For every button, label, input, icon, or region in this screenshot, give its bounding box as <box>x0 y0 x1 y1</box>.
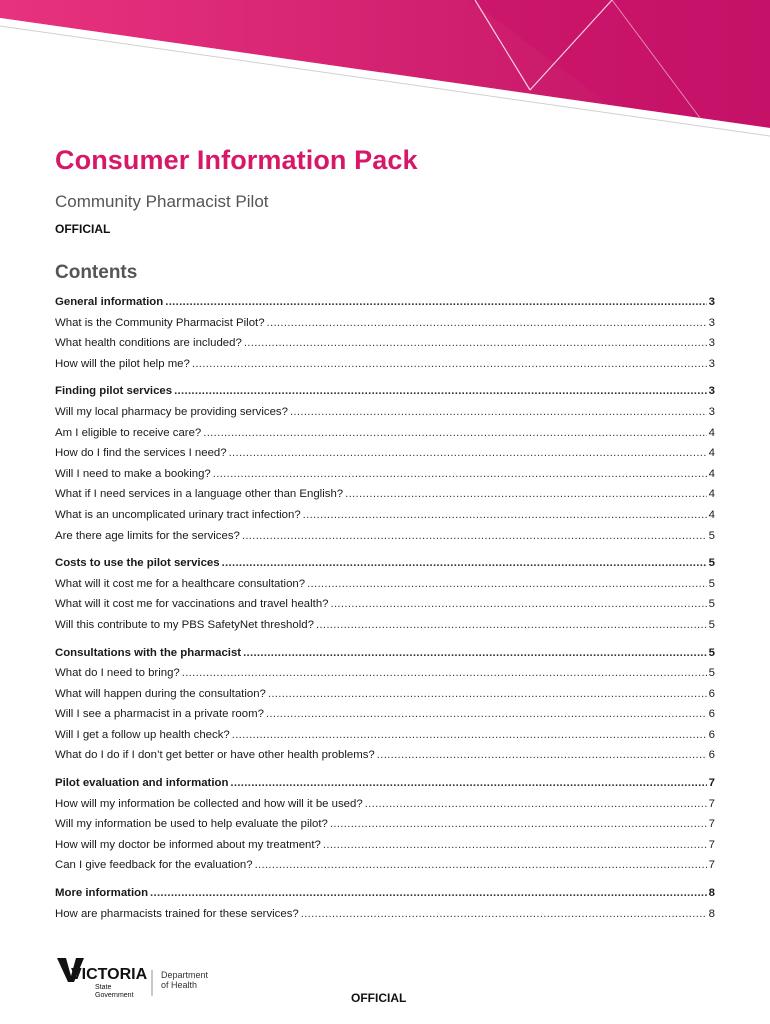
toc-page-number: 7 <box>708 777 715 790</box>
toc-page-number: 6 <box>708 749 715 762</box>
toc-leader-dots <box>345 488 707 500</box>
toc-leader-dots <box>150 887 707 899</box>
toc-entry[interactable] <box>55 839 715 860</box>
toc-entry-label: Consultations with the pharmacist <box>55 646 242 659</box>
toc-entry[interactable] <box>55 447 715 468</box>
toc-page-number: 4 <box>708 488 715 501</box>
toc-page-number: 3 <box>708 385 715 398</box>
toc-section-heading[interactable] <box>55 557 715 578</box>
toc-entry-label: Am I eligible to receive care? <box>55 426 202 439</box>
toc-entry-label: How do I find the services I need? <box>55 447 227 460</box>
page-subtitle: Community Pharmacist Pilot <box>55 192 269 211</box>
toc-entry[interactable] <box>55 468 715 489</box>
toc-page-number: 5 <box>708 557 715 570</box>
logo-dept-line1: Department <box>161 970 209 980</box>
toc-leader-dots <box>203 427 706 439</box>
toc-entry-label: Will my local pharmacy be providing services? <box>55 405 288 418</box>
toc-leader-dots <box>290 406 707 418</box>
toc-leader-dots <box>301 908 707 920</box>
toc-leader-dots <box>213 468 707 480</box>
toc-section <box>55 557 715 639</box>
toc-section-heading[interactable] <box>55 385 715 406</box>
toc-page-number: 8 <box>708 907 715 920</box>
toc-entry-label: Will I get a follow up health check? <box>55 728 230 741</box>
classification-label-top: OFFICIAL <box>55 222 111 236</box>
toc-entry-label: Can I give feedback for the evaluation? <box>55 859 253 872</box>
toc-leader-dots <box>323 839 707 851</box>
logo-state-line2: Government <box>95 992 134 999</box>
toc-entry[interactable] <box>55 488 715 509</box>
toc-entry[interactable] <box>55 818 715 839</box>
toc-page-number: 7 <box>708 838 715 851</box>
toc-entry[interactable] <box>55 530 715 551</box>
toc-entry-label: Will I see a pharmacist in a private room? <box>55 708 264 721</box>
toc-entry-label: What is an uncomplicated urinary tract infection? <box>55 508 301 521</box>
contents-heading: Contents <box>55 262 138 283</box>
toc-entry-label: What if I need services in a language other than English? <box>55 488 344 501</box>
toc-leader-dots <box>230 777 706 789</box>
toc-entry[interactable] <box>55 578 715 599</box>
toc-section <box>55 385 715 550</box>
toc-leader-dots <box>266 708 707 720</box>
toc-page-number: 6 <box>708 708 715 721</box>
toc-entry[interactable] <box>55 798 715 819</box>
toc-page-number: 4 <box>708 447 715 460</box>
toc-page-number: 7 <box>708 859 715 872</box>
toc-entry-label: How are pharmacists trained for these services? <box>55 907 299 920</box>
toc-page-number: 4 <box>708 467 715 480</box>
toc-leader-dots <box>268 688 707 700</box>
toc-leader-dots <box>316 619 707 631</box>
page-title: Consumer Information Pack <box>55 145 418 175</box>
toc-page-number: 3 <box>708 405 715 418</box>
toc-entry-label: Finding pilot services <box>55 385 173 398</box>
toc-entry-label: What health conditions are included? <box>55 337 242 350</box>
toc-entry-label: What will happen during the consultation? <box>55 687 266 700</box>
toc-leader-dots <box>222 557 707 569</box>
toc-leader-dots <box>255 859 707 871</box>
toc-entry[interactable] <box>55 667 715 688</box>
toc-leader-dots <box>243 647 707 659</box>
toc-page-number: 6 <box>708 728 715 741</box>
toc-page-number: 4 <box>708 508 715 521</box>
toc-section <box>55 777 715 880</box>
table-of-contents <box>55 296 715 935</box>
toc-leader-dots <box>330 818 707 830</box>
toc-entry-label: How will my information be collected and how will it be used? <box>55 797 363 810</box>
toc-leader-dots <box>165 296 706 308</box>
toc-leader-dots <box>232 729 707 741</box>
toc-entry-label: Will my information be used to help evaluate the pilot? <box>55 818 328 831</box>
toc-entry-label: What will it cost me for a healthcare consultation? <box>55 577 306 590</box>
toc-leader-dots <box>174 385 707 397</box>
toc-section <box>55 296 715 378</box>
toc-page-number: 3 <box>708 337 715 350</box>
banner-graphic <box>0 0 770 140</box>
toc-entry-label: What will it cost me for vaccinations and travel health? <box>55 598 329 611</box>
toc-section-heading[interactable] <box>55 777 715 798</box>
toc-leader-dots <box>192 358 707 370</box>
toc-entry-label: How will my doctor be informed about my treatment? <box>55 838 321 851</box>
toc-leader-dots <box>182 667 707 679</box>
toc-entry[interactable] <box>55 509 715 530</box>
victoria-government-logo <box>57 956 227 1000</box>
toc-entry-label: How will the pilot help me? <box>55 357 190 370</box>
toc-leader-dots <box>229 447 707 459</box>
toc-page-number: 7 <box>708 818 715 831</box>
toc-leader-dots <box>242 530 707 542</box>
toc-entry[interactable] <box>55 859 715 880</box>
toc-section-heading[interactable] <box>55 647 715 668</box>
toc-entry-label: What is the Community Pharmacist Pilot? <box>55 316 265 329</box>
toc-entry[interactable] <box>55 908 715 929</box>
toc-page-number: 5 <box>708 529 715 542</box>
classification-label-bottom: OFFICIAL <box>351 991 407 1005</box>
toc-entry-label: Will this contribute to my PBS SafetyNet threshold? <box>55 618 314 631</box>
logo-wordmark: VICTORIA <box>71 966 148 983</box>
toc-entry[interactable] <box>55 317 715 338</box>
toc-leader-dots <box>377 749 707 761</box>
toc-page-number: 3 <box>708 316 715 329</box>
toc-leader-dots <box>365 798 707 810</box>
toc-entry[interactable] <box>55 358 715 379</box>
toc-entry-label: Pilot evaluation and information <box>55 777 229 790</box>
toc-section <box>55 887 715 928</box>
toc-page-number: 6 <box>708 687 715 700</box>
toc-entry[interactable] <box>55 406 715 427</box>
toc-entry[interactable] <box>55 598 715 619</box>
toc-page-number: 5 <box>708 646 715 659</box>
toc-page-number: 5 <box>708 667 715 680</box>
toc-entry-label: Are there age limits for the services? <box>55 529 240 542</box>
toc-leader-dots <box>244 337 707 349</box>
toc-page-number: 5 <box>708 577 715 590</box>
toc-section <box>55 647 715 771</box>
toc-section-heading[interactable] <box>55 887 715 908</box>
toc-page-number: 4 <box>708 426 715 439</box>
header-banner <box>0 0 770 140</box>
toc-entry-label: More information <box>55 887 149 900</box>
toc-entry-label: What do I do if I don’t get better or have other health problems? <box>55 749 375 762</box>
toc-entry-label: Will I need to make a booking? <box>55 467 211 480</box>
logo-state-line1: State <box>95 984 112 991</box>
toc-page-number: 3 <box>708 357 715 370</box>
toc-entry[interactable] <box>55 427 715 448</box>
toc-page-number: 5 <box>708 618 715 631</box>
toc-entry-label: General information <box>55 296 164 308</box>
logo-dept-line2: of Health <box>161 980 198 990</box>
toc-section-heading[interactable] <box>55 296 715 317</box>
toc-leader-dots <box>303 509 707 521</box>
toc-leader-dots <box>331 598 707 610</box>
toc-page-number: 5 <box>708 598 715 611</box>
toc-entry[interactable] <box>55 729 715 750</box>
toc-page-number: 3 <box>708 296 715 308</box>
toc-page-number: 7 <box>708 797 715 810</box>
toc-entry-label: Costs to use the pilot services <box>55 557 220 570</box>
toc-page-number: 8 <box>708 887 715 900</box>
toc-entry[interactable] <box>55 337 715 358</box>
toc-entry[interactable] <box>55 749 715 770</box>
toc-leader-dots <box>267 317 707 329</box>
toc-entry-label: What do I need to bring? <box>55 667 180 680</box>
toc-entry[interactable] <box>55 688 715 709</box>
toc-entry[interactable] <box>55 619 715 640</box>
toc-leader-dots <box>307 578 707 590</box>
toc-entry[interactable] <box>55 708 715 729</box>
